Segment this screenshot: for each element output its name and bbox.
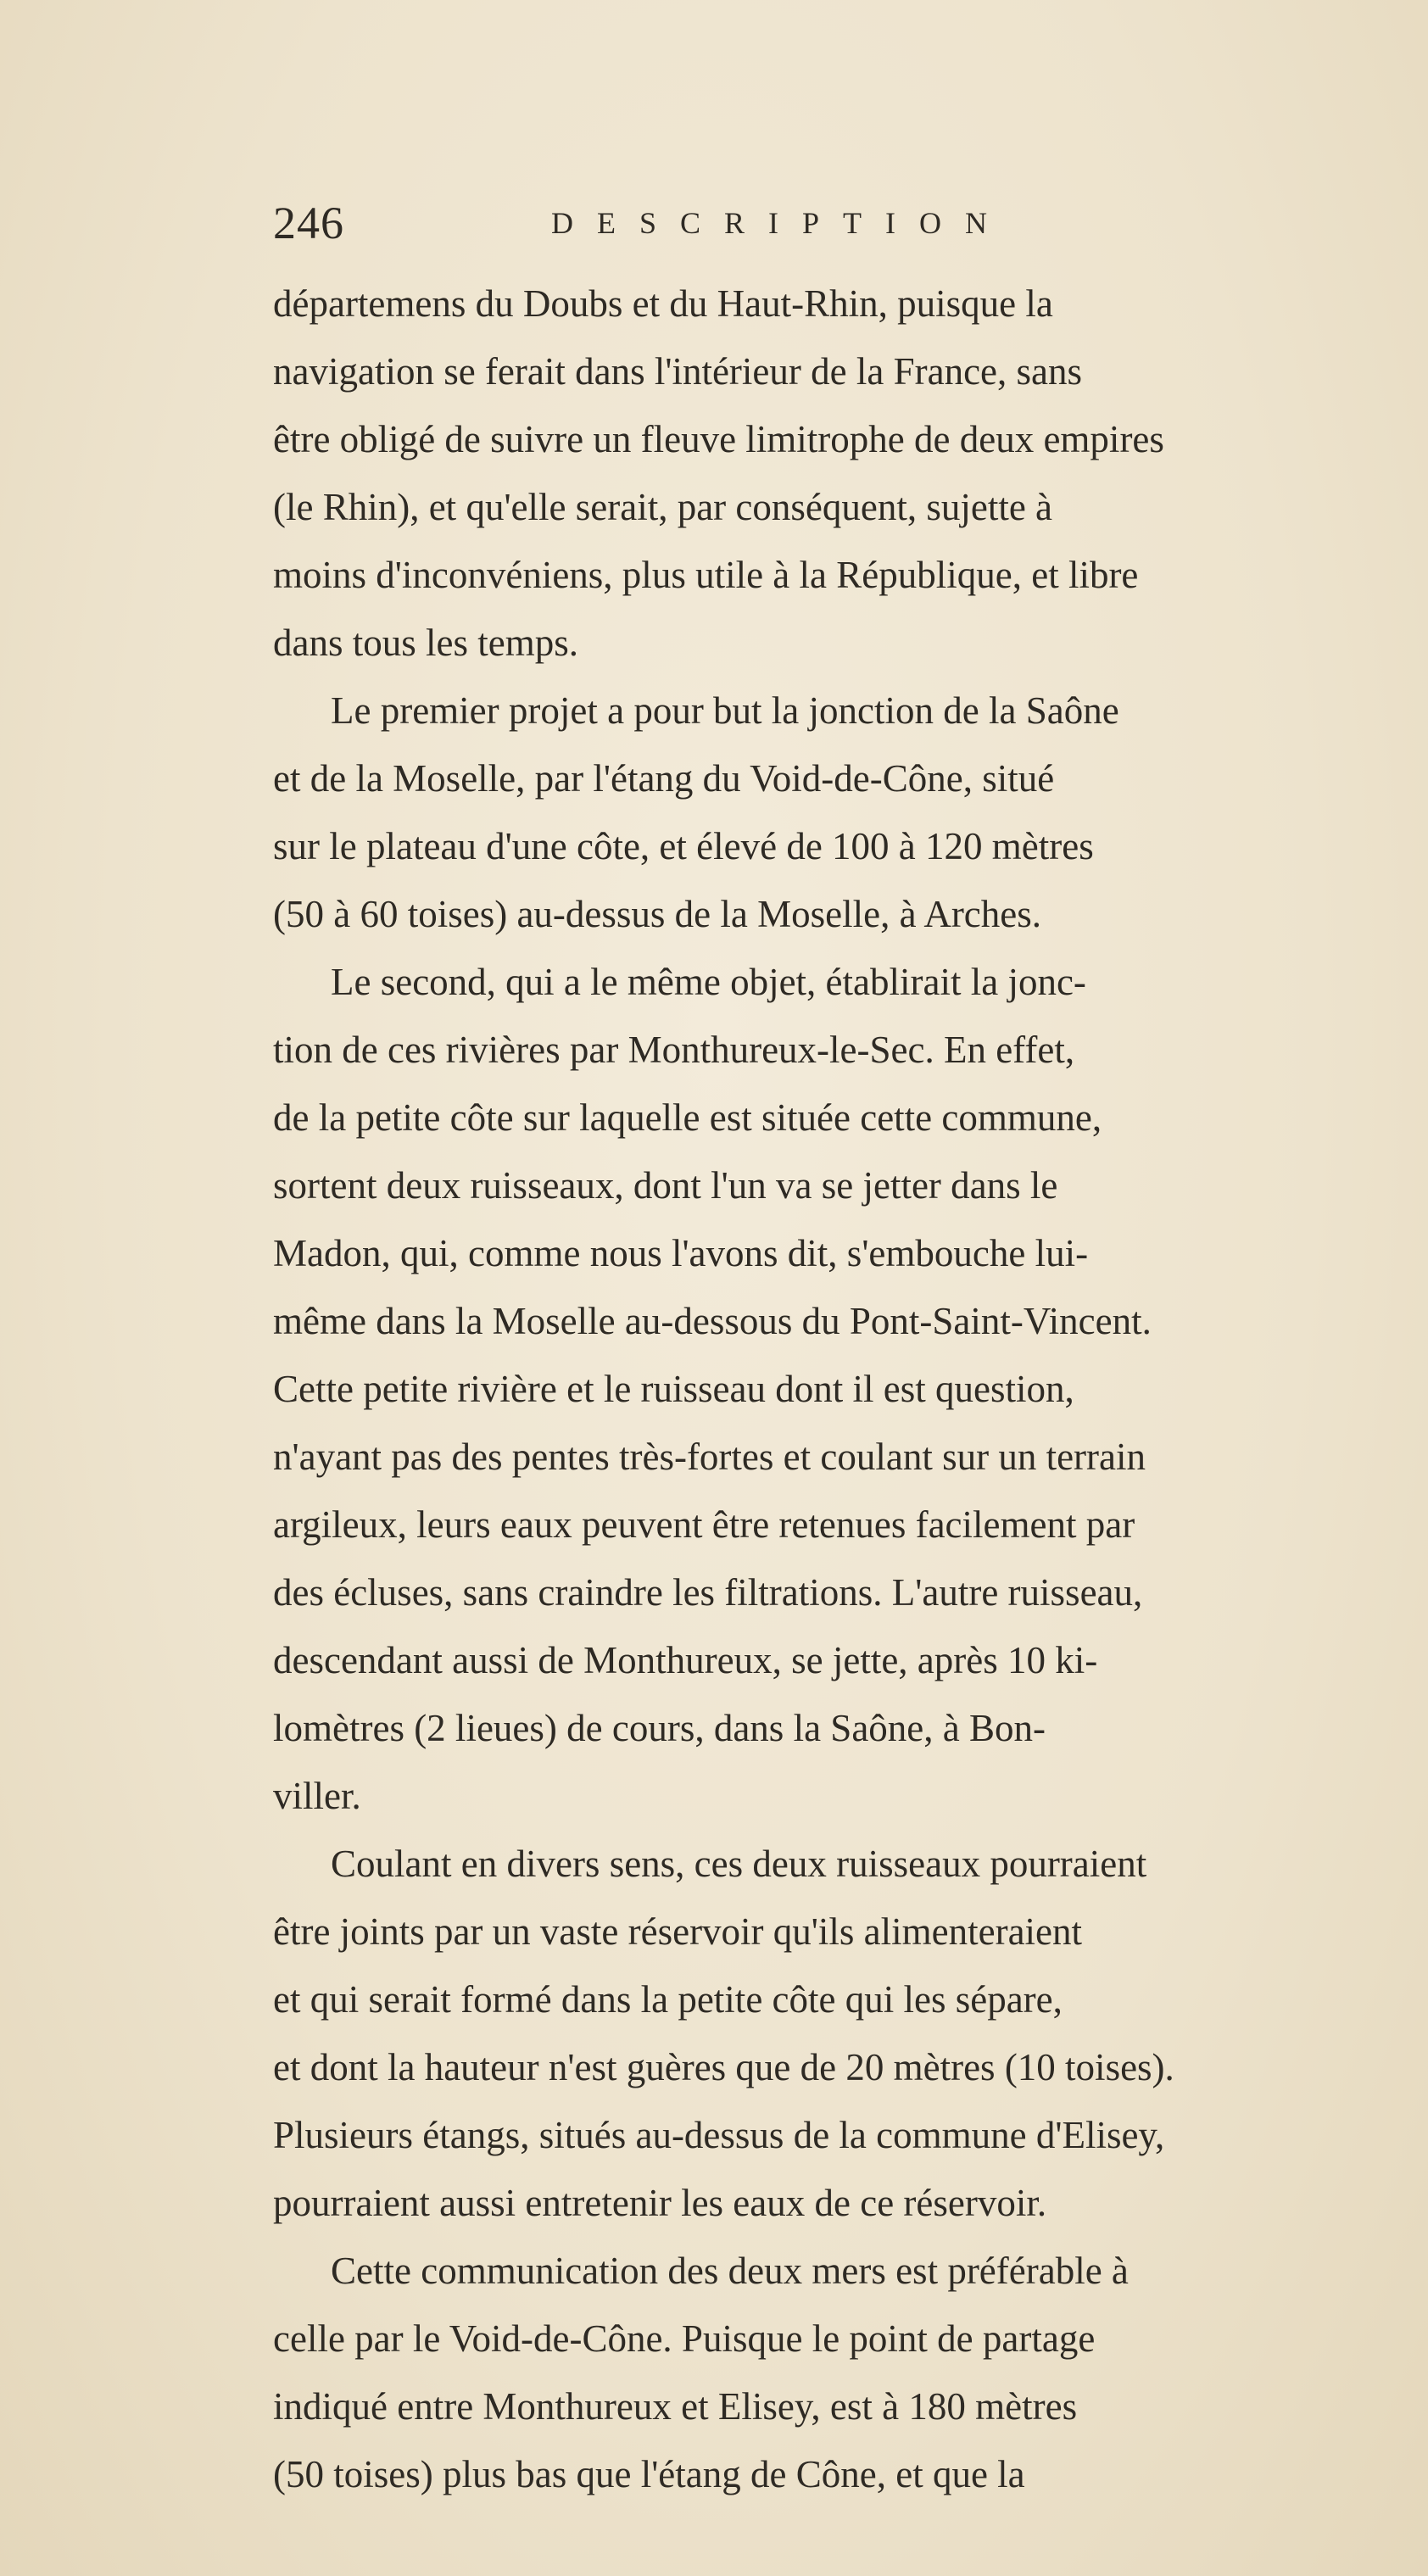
text-line: de la petite côte sur laquelle est située cette commune, [273,1096,1102,1139]
text-line: même dans la Moselle au-dessous du Pont-Saint-Vincent. [273,1300,1152,1342]
text-line: Madon, qui, comme nous l'avons dit, s'embouche lui- [273,1232,1089,1274]
page-number: 246 [273,198,344,248]
paragraph [273,270,1401,677]
text-line: (50 toises) plus bas que l'étang de Cône, et que la [273,2453,1025,2495]
text-line: dans tous les temps. [273,622,578,664]
paragraph [273,948,1401,1830]
text-line: être joints par un vaste réservoir qu'ils alimenteraient [273,1910,1083,1953]
paragraph [273,1830,1401,2237]
body-text [273,270,1401,2508]
text-line: (50 à 60 toises) au-dessus de la Moselle, à Arches. [273,893,1042,935]
text-line: navigation se ferait dans l'intérieur de la France, sans [273,350,1083,393]
text-line: lomètres (2 lieues) de cours, dans la Saône, à Bon- [273,1707,1046,1749]
text-line: sortent deux ruisseaux, dont l'un va se jetter dans le [273,1164,1058,1207]
paragraph [273,677,1401,948]
text-line: viller. [273,1775,361,1817]
running-title: DESCRIPTION [551,206,1012,240]
text-line: et dont la hauteur n'est guères que de 20 mètres (10 toises). [273,2046,1174,2088]
text-line: Cette petite rivière et le ruisseau dont il est question, [273,1368,1074,1410]
text-line: Cette communication des deux mers est préférable à [331,2250,1129,2292]
text-line: pourraient aussi entretenir les eaux de ce réservoir. [273,2182,1047,2224]
text-line: argileux, leurs eaux peuvent être retenues facilement par [273,1503,1135,1546]
text-line: descendant aussi de Monthureux, se jette, après 10 ki- [273,1639,1098,1681]
text-line: Coulant en divers sens, ces deux ruisseaux pourraient [331,1843,1147,1885]
text-line: n'ayant pas des pentes très-fortes et coulant sur un terrain [273,1436,1146,1478]
text-line: être obligé de suivre un fleuve limitrophe de deux empires [273,418,1164,460]
text-line: Le premier projet a pour but la jonction de la Saône [331,689,1119,732]
text-line: Plusieurs étangs, situés au-dessus de la commune d'Elisey, [273,2114,1165,2156]
paragraph [273,2237,1401,2508]
text-line: des écluses, sans craindre les filtrations. L'autre ruisseau, [273,1571,1143,1614]
text-line: celle par le Void-de-Cône. Puisque le point de partage [273,2317,1096,2360]
text-line: et de la Moselle, par l'étang du Void-de-Cône, situé [273,757,1055,800]
page-header [273,197,1155,256]
text-line: Le second, qui a le même objet, établirait la jonc- [331,961,1086,1003]
text-line: et qui serait formé dans la petite côte qui les sépare, [273,1978,1063,2021]
text-line: moins d'inconvéniens, plus utile à la République, et libre [273,554,1139,596]
text-line: sur le plateau d'une côte, et élevé de 100 à 120 mètres [273,825,1094,867]
text-line: départemens du Doubs et du Haut-Rhin, puisque la [273,282,1053,325]
text-line: tion de ces rivières par Monthureux-le-Sec. En effet, [273,1029,1075,1071]
text-line: (le Rhin), et qu'elle serait, par conséquent, sujette à [273,486,1053,528]
text-line: indiqué entre Monthureux et Elisey, est à 180 mètres [273,2385,1078,2428]
